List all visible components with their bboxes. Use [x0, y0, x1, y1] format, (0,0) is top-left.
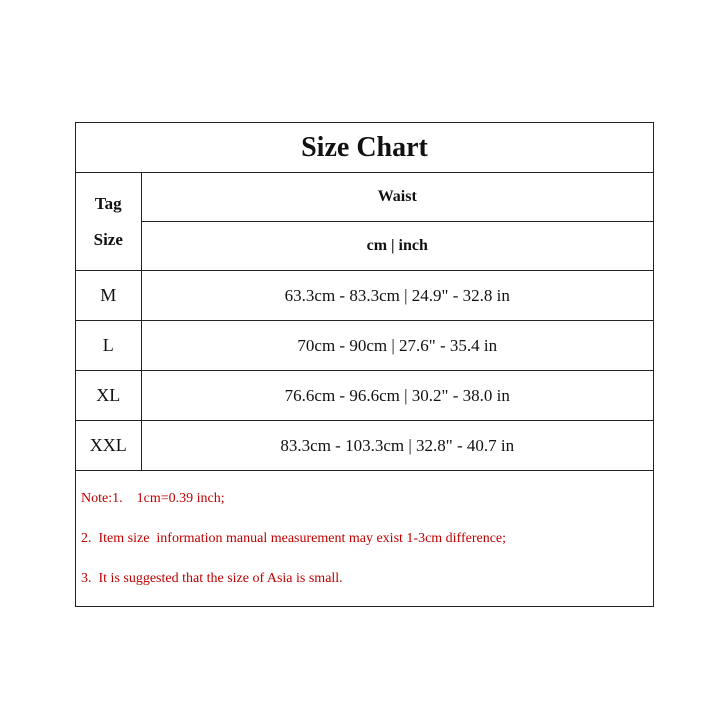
units-header: cm | inch: [141, 222, 653, 271]
waist-range: 83.3cm - 103.3cm | 32.8" - 40.7 in: [141, 421, 653, 471]
table-row: [76, 421, 653, 471]
waist-range: 76.6cm - 96.6cm | 30.2" - 38.0 in: [141, 371, 653, 421]
size-label: XL: [76, 371, 141, 421]
tag-size-header: [76, 173, 141, 271]
size-chart: [75, 122, 654, 607]
size-label: XXL: [76, 421, 141, 471]
size-table: [76, 173, 653, 471]
chart-title: Size Chart: [76, 123, 653, 173]
size-label: M: [76, 271, 141, 321]
note-item: Note:1. 1cm=0.39 inch;: [81, 491, 225, 506]
note-item: 3. It is suggested that the size of Asia is small.: [81, 571, 343, 586]
size-label: L: [76, 321, 141, 371]
tag-size-header-line1: Tag: [94, 193, 122, 213]
note-item: 2. Item size information manual measurement may exist 1-3cm difference;: [81, 531, 507, 546]
table-row: [76, 371, 653, 421]
waist-range: 70cm - 90cm | 27.6" - 35.4 in: [141, 321, 653, 371]
notes-section: [81, 488, 646, 608]
tag-size-header-line2: Size: [93, 229, 123, 249]
table-row: [76, 271, 653, 321]
waist-header: Waist: [141, 173, 653, 222]
table-row: [76, 321, 653, 371]
waist-range: 63.3cm - 83.3cm | 24.9" - 32.8 in: [141, 271, 653, 321]
